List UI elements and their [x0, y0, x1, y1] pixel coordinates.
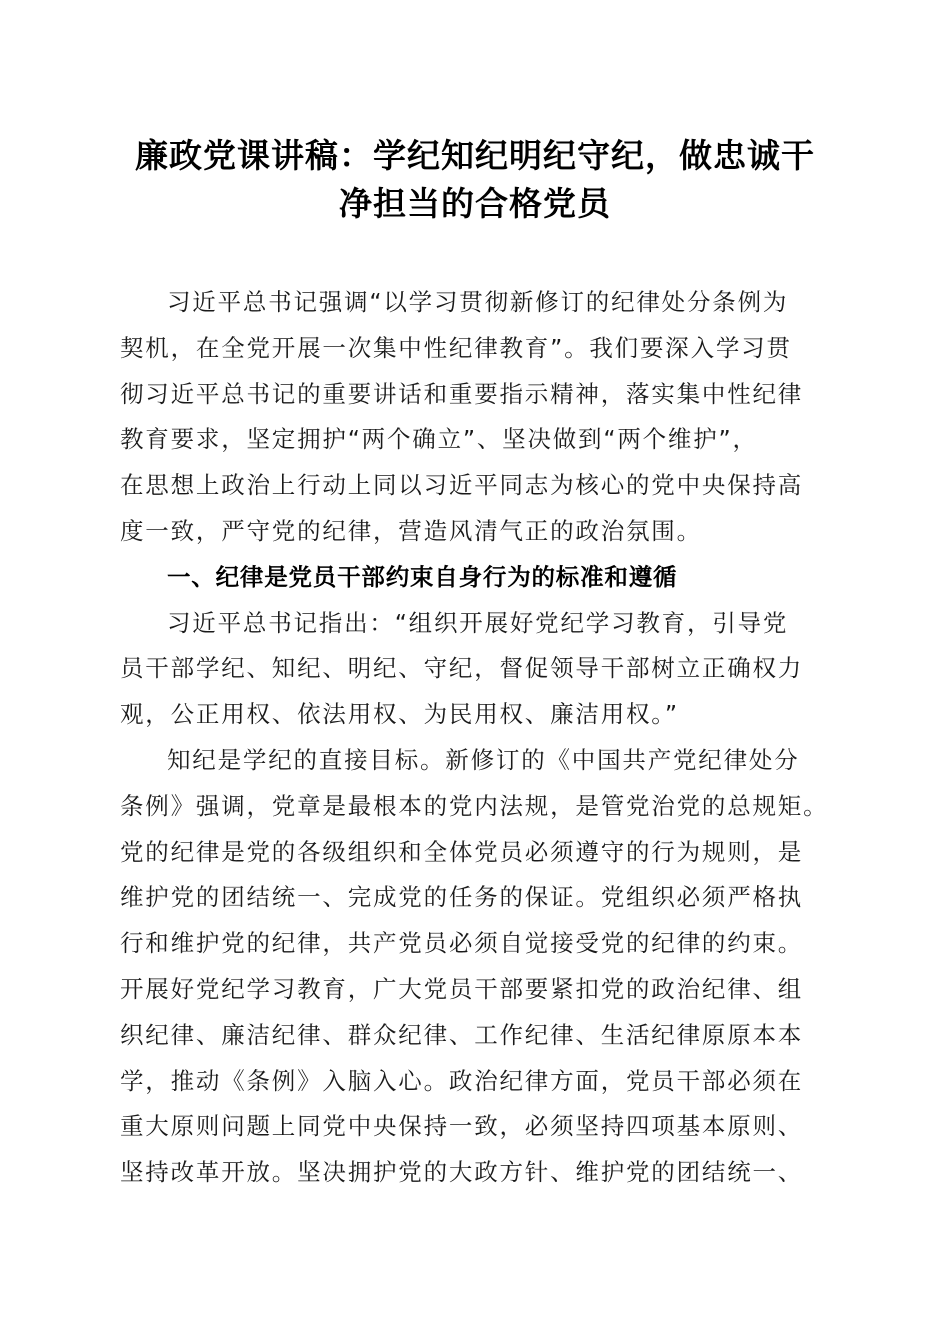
paragraph-line: 条例》强调，党章是最根本的党内法规，是管党治党的总规矩。: [120, 791, 829, 820]
paragraph-line: 契机，在全党开展一次集中性纪律教育”。我们要深入学习贯: [120, 333, 792, 362]
paragraph-line: 开展好党纪学习教育，广大党员干部要紧扣党的政治纪律、组: [120, 974, 804, 1003]
paragraph-line: 观，公正用权、依法用权、为民用权、廉洁用权。”: [120, 700, 679, 729]
paragraph-line: 知纪是学纪的直接目标。新修订的《中国共产党纪律处分: [167, 745, 800, 774]
paragraph-line: 彻习近平总书记的重要讲话和重要指示精神，落实集中性纪律: [120, 379, 804, 408]
title-line: 廉政党课讲稿：学纪知纪明纪守纪，做忠诚干: [135, 136, 815, 175]
paragraph-line: 织纪律、廉洁纪律、群众纪律、工作纪律、生活纪律原原本本: [120, 1020, 804, 1049]
paragraph-line: 坚持改革开放。坚决拥护党的大政方针、维护党的团结统一、: [120, 1158, 804, 1187]
paragraph-line: 习近平总书记指出：“组织开展好党纪学习教育，引导党: [167, 608, 789, 637]
paragraph-line: 习近平总书记强调“以学习贯彻新修订的纪律处分条例为: [167, 288, 789, 316]
title-line: 净担当的合格党员: [339, 184, 611, 223]
paragraph-line: 在思想上政治上行动上同以习近平同志为核心的党中央保持高: [120, 471, 804, 500]
paragraph-line: 党的纪律是党的各级组织和全体党员必须遵守的行为规则，是: [120, 837, 804, 866]
section-heading: 一、纪律是党员干部约束自身行为的标准和遵循: [167, 562, 678, 591]
document-body: [120, 280, 832, 1196]
paragraph-line: 重大原则问题上同党中央保持一致，必须坚持四项基本原则、: [120, 1112, 804, 1141]
document-title: [100, 132, 850, 228]
paragraph-line: 行和维护党的纪律，共产党员必须自觉接受党的纪律的约束。: [120, 929, 804, 958]
paragraph-line: 学，推动《条例》入脑入心。政治纪律方面，党员干部必须在: [120, 1066, 804, 1095]
paragraph-line: 度一致，严守党的纪律，营造风清气正的政治氛围。: [120, 516, 702, 545]
paragraph-line: 教育要求，坚定拥护“两个确立”、坚决做到“两个维护”，: [120, 425, 758, 454]
paragraph-line: 员干部学纪、知纪、明纪、守纪，督促领导干部树立正确权力: [120, 654, 804, 683]
paragraph-line: 维护党的团结统一、完成党的任务的保证。党组织必须严格执: [120, 883, 804, 912]
